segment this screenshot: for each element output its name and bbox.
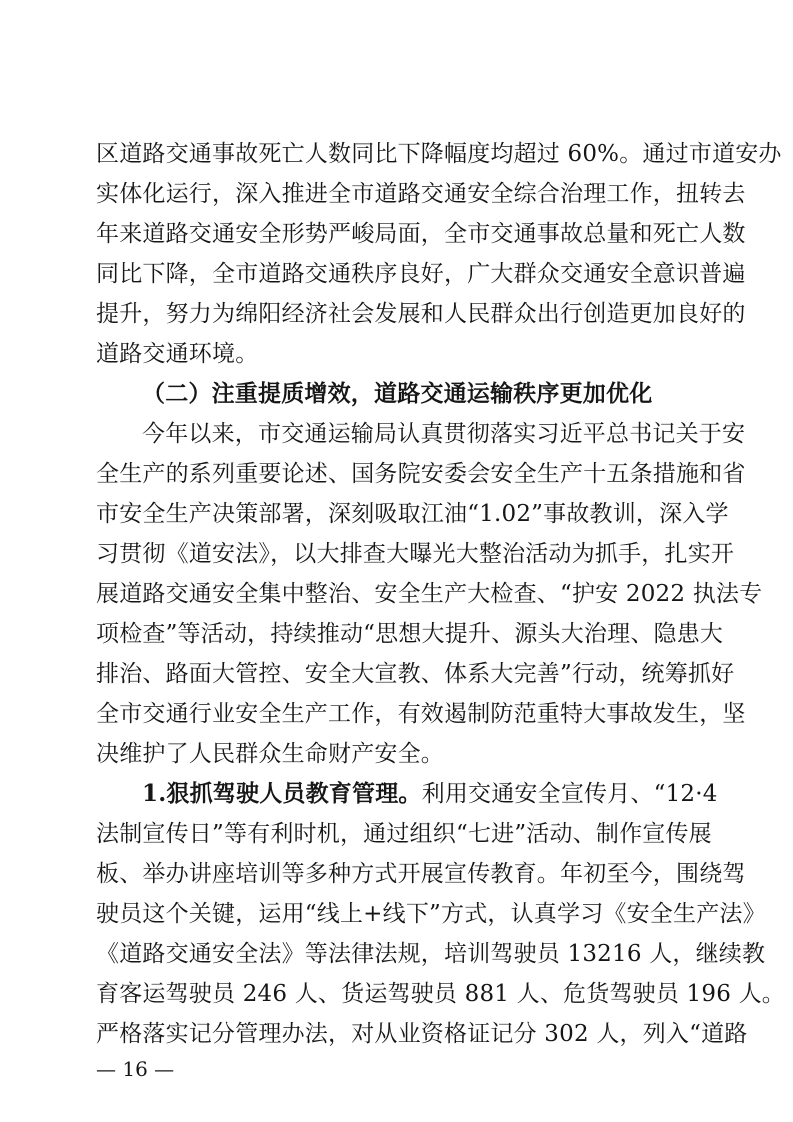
text-line: 决维护了人民群众生命财产安全。 [96,741,444,767]
item-1-text: 利用交通安全宣传月、“12·4 [421,781,718,807]
text-line: 市安全生产决策部署，深刻吸取江油“1.02”事故教训，深入学 [96,501,729,527]
text-line: 《道路交通安全法》等法律法规，培训驾驶员 13216 人，继续教 [96,941,766,967]
text-line: 板、举办讲座培训等多种方式开展宣传教育。年初至今，围绕驾 [96,861,746,887]
text-line: 实体化运行，深入推进全市道路交通安全综合治理工作，扭转去 [96,181,746,207]
text-line: 全市交通行业安全生产工作，有效遏制防范重特大事故发生，坚 [96,701,746,727]
text-line: 习贯彻《道安法》，以大排查大曝光大整治活动为抓手，扎实开 [96,541,735,567]
text-line: 提升，努力为绵阳经济社会发展和人民群众出行创造更加良好的 [96,301,746,327]
text-line: 道路交通环境。 [96,341,259,367]
text-line: 年来道路交通安全形势严峻局面，全市交通事故总量和死亡人数 [96,221,746,247]
text-line: 全生产的系列重要论述、国务院安委会安全生产十五条措施和省 [96,461,746,487]
text-line: 法制宣传日”等有利时机，通过组织“七进”活动、制作宣传展 [96,821,712,847]
text-line: 项检查”等活动，持续推动“思想大提升、源头大治理、隐患大 [96,621,724,647]
item-1-line [142,774,718,814]
text-line: 育客运驾驶员 246 人、货运驾驶员 881 人、危货驾驶员 196 人。 [96,981,785,1007]
item-1-heading: 1.狠抓驾驶人员教育管理。 [142,780,422,807]
section-heading: （二）注重提质增效，道路交通运输秩序更加优化 [142,380,653,407]
text-line: 同比下降，全市道路交通秩序良好，广大群众交通安全意识普遍 [96,261,746,287]
text-line: 今年以来，市交通运输局认真贯彻落实习近平总书记关于安 [142,421,746,447]
text-line: 严格落实记分管理办法，对从业资格证记分 302 人，列入“道路 [96,1021,748,1047]
text-line: 展道路交通安全集中整治、安全生产大检查、“护安 2022 执法专 [96,581,763,607]
page-number: — 16 — [96,1057,175,1081]
text-line: 驶员这个关键，运用“线上+线下”方式，认真学习《安全生产法》 [96,901,766,927]
text-line: 区道路交通事故死亡人数同比下降幅度均超过 60%。通过市道安办 [96,141,782,167]
text-line: 排治、路面大管控、安全大宣教、体系大完善”行动，统筹抓好 [96,661,735,687]
